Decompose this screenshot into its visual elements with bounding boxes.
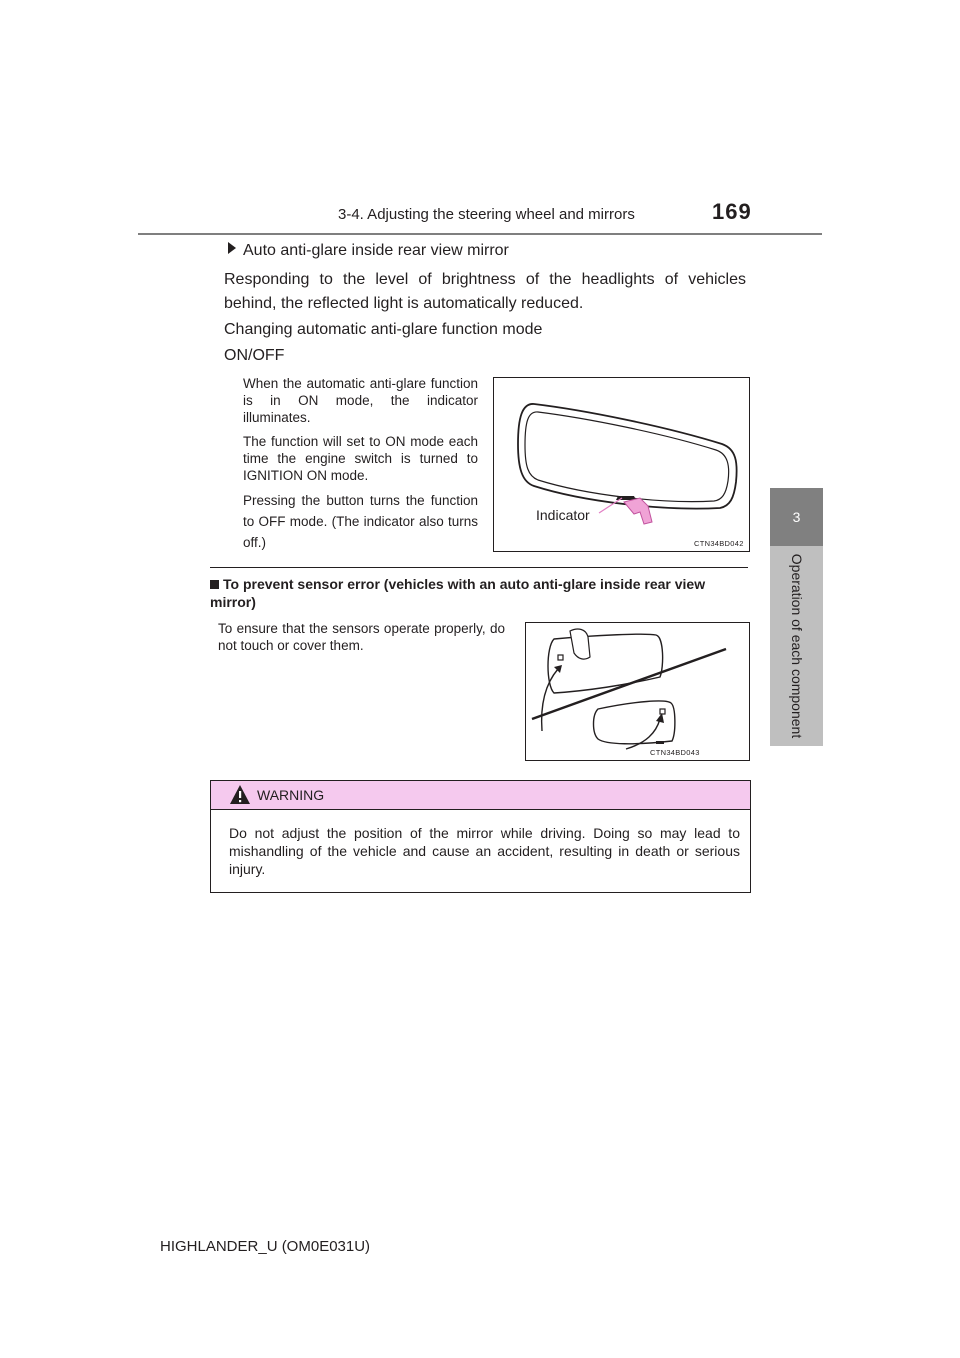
bullet-heading	[228, 242, 509, 260]
section-heading	[210, 575, 750, 611]
warning-triangle-icon	[229, 784, 251, 805]
chapter-tab	[770, 546, 823, 746]
header-divider	[138, 233, 822, 235]
section2-text: To ensure that the sensors operate properly, do not touch or cover them.	[218, 621, 505, 653]
section-title: 3-4. Adjusting the steering wheel and mirrors	[338, 206, 635, 223]
figure1-text-3: Pressing the button turns the function to OFF mode. (The indicator also turns off.)	[243, 493, 478, 550]
triangle-bullet-icon	[228, 242, 236, 254]
bullet-text: Auto anti-glare inside rear view mirror	[243, 242, 509, 259]
body-subheading-mode: ON/OFF	[224, 347, 285, 364]
section-divider	[210, 567, 748, 568]
footer-model-code: HIGHLANDER_U (OM0E031U)	[160, 1238, 371, 1255]
warning-header	[211, 781, 750, 810]
warning-text: Do not adjust the position of the mirror while driving. Doing so may lead to mishandling of the vehicle and cause an accident, resulting in death or serious injury.	[229, 825, 740, 877]
section-heading-text: To prevent sensor error (vehicles with an auto anti-glare inside rear view mirror)	[210, 576, 706, 610]
figure1-text-1: When the automatic anti-glare function is in ON mode, the indicator illuminates.	[243, 376, 478, 425]
square-bullet-icon	[210, 580, 219, 589]
body-paragraph: Responding to the level of brightness of the headlights of vehicles behind, the reflected light is automatically reduced.	[224, 271, 746, 312]
warning-box	[210, 780, 751, 893]
warning-title: WARNING	[257, 787, 325, 803]
figure2-sensor-illustration	[525, 622, 750, 761]
body-subheading: Changing automatic anti-glare function mode	[224, 321, 543, 338]
chapter-tab-label: Operation of each component	[788, 553, 805, 739]
page-number: 169	[712, 199, 752, 224]
mirror-sensors-icon	[526, 623, 749, 760]
rear-view-mirror-icon	[494, 378, 749, 551]
figure2-code: CTN34BD043	[650, 748, 700, 757]
figure1-code: CTN34BD042	[694, 539, 744, 548]
indicator-callout-label: Indicator	[536, 507, 590, 523]
figure1-mirror-illustration	[493, 377, 750, 552]
figure1-text-2: The function will set to ON mode each time the engine switch is turned to IGNITION ON mode.	[243, 434, 478, 483]
chapter-tab-number: 3	[770, 488, 823, 546]
